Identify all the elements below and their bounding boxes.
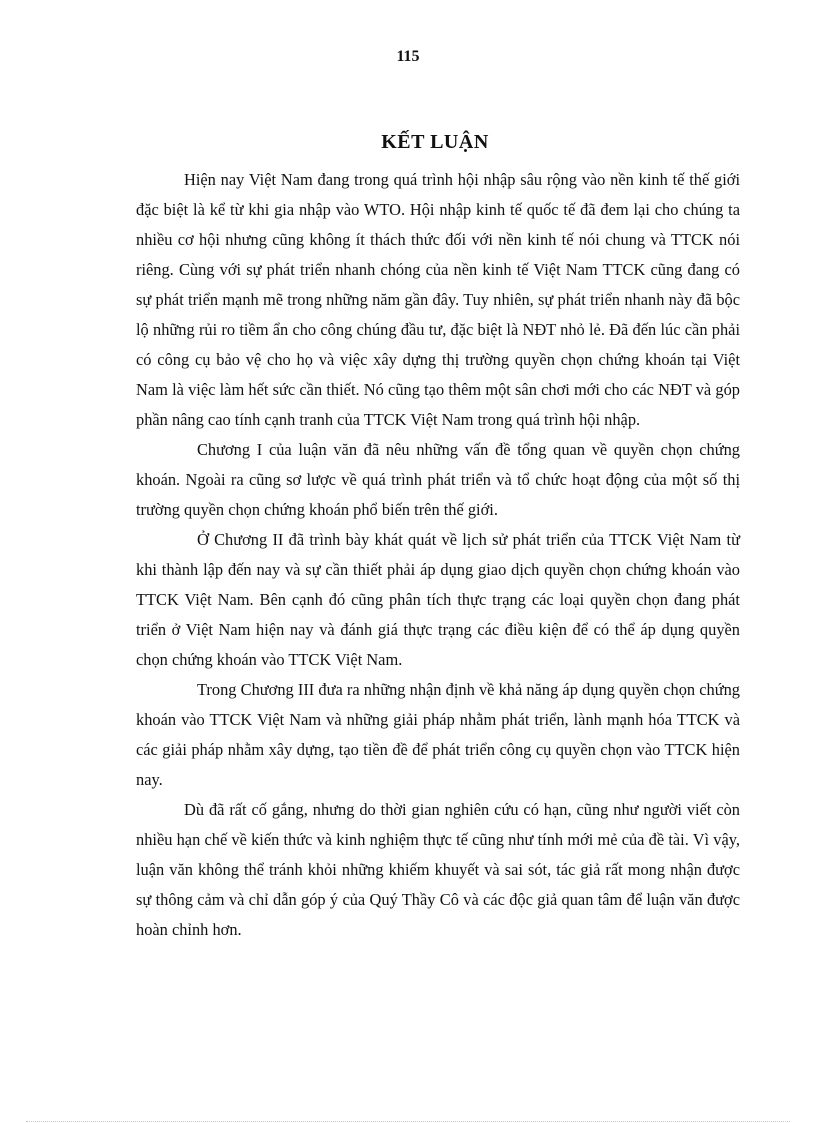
page-title: KẾT LUẬN (381, 131, 489, 153)
paragraph-closing: Dù đã rất cố gắng, nhưng do thời gian nghiên cứu có hạn, cũng như người viết còn nhiều hạn chế về kiến thức và kinh nghiệm thực tế cũng như tính mới mẻ của đề tài. Vì vậy, luận văn không thể tránh khỏi những khiếm khuyết và sai sót, tác giả rất mong nhận được sự thông cảm và chỉ dẫn góp ý của Quý Thầy Cô và các độc giả quan tâm để luận văn được hoàn chỉnh hơn. (136, 800, 740, 939)
paragraph-chapter-3: Trong Chương III đưa ra những nhận định về khả năng áp dụng quyền chọn chứng khoán vào TTCK Việt Nam và những giải pháp nhằm phát triển, lành mạnh hóa TTCK và các giải pháp nhằm xây dựng, tạo tiền đề để phát triển công cụ quyền chọn vào TTCK hiện nay. (136, 680, 740, 789)
page-number: 115 (396, 48, 420, 65)
paragraph-intro: Hiện nay Việt Nam đang trong quá trình hội nhập sâu rộng vào nền kinh tế thế giới đặc biệt là kể từ khi gia nhập vào WTO. Hội nhập kinh tế quốc tế đã đem lại cho chúng ta nhiều cơ hội nhưng cũng không ít thách thức đối với nền kinh tế nói chung và TTCK nói riêng. Cùng với sự phát triển nhanh chóng của nền kinh tế Việt Nam TTCK cũng đang có sự phát triển mạnh mẽ trong những năm gần đây. Tuy nhiên, sự phát triển nhanh này đã bộc lộ những rủi ro tiềm ẩn cho công chúng đầu tư, đặc biệt là NĐT nhỏ lẻ. Đã đến lúc cần phải có công cụ bảo vệ cho họ và việc xây dựng thị trường quyền chọn chứng khoán tại Việt Nam là việc làm hết sức cần thiết. Nó cũng tạo thêm một sân chơi mới cho các NĐT và góp phần nâng cao tính cạnh tranh của TTCK Việt Nam trong quá trình hội nhập. (136, 170, 740, 429)
page-bottom-divider (26, 1121, 790, 1122)
paragraph-chapter-1: Chương I của luận văn đã nêu những vấn đề tổng quan về quyền chọn chứng khoán. Ngoài ra cũng sơ lược về quá trình phát triển và tổ chức hoạt động của một số thị trường quyền chọn chứng khoán phổ biến trên thế giới. (136, 440, 740, 519)
paragraph-chapter-2: Ở Chương II đã trình bày khát quát về lịch sử phát triển của TTCK Việt Nam từ khi thành lập đến nay và sự cần thiết phải áp dụng giao dịch quyền chọn chứng khoán vào TTCK Việt Nam. Bên cạnh đó cũng phân tích thực trạng các loại quyền chọn đang phát triển ở Việt Nam hiện nay và đánh giá thực trạng các điều kiện để có thể áp dụng quyền chọn chứng khoán vào TTCK Việt Nam. (136, 530, 740, 669)
conclusion-body (136, 165, 740, 945)
